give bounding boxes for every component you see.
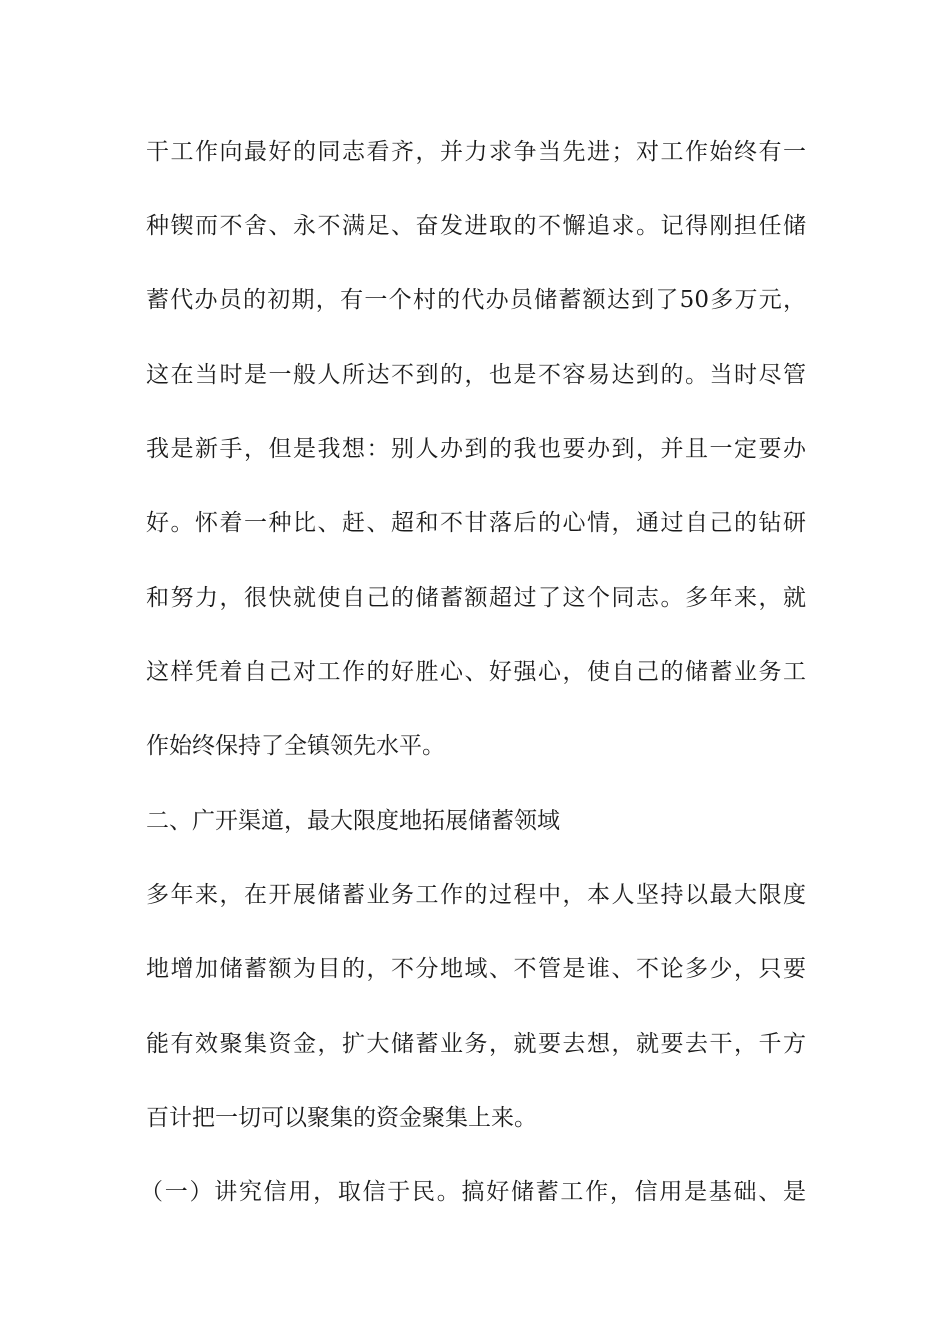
text-line: 和努力，很快就使自己的储蓄额超过了这个同志。多年来，就 xyxy=(146,585,806,611)
text-line: 种锲而不舍、永不满足、奋发进取的不懈追求。记得刚担任储 xyxy=(146,213,806,239)
text-line: 地增加储蓄额为目的，不分地域、不管是谁、不论多少，只要 xyxy=(146,956,806,982)
text-line: 百计把一切可以聚集的资金聚集上来。 xyxy=(146,1105,537,1131)
subsection-line: （一）讲究信用，取信于民。搞好储蓄工作，信用是基础、是 xyxy=(140,1179,806,1205)
text-line: 作始终保持了全镇领先水平。 xyxy=(146,733,445,759)
text-line: 这样凭着自己对工作的好胜心、好强心，使自己的储蓄业务工 xyxy=(146,659,806,685)
text-line: 干工作向最好的同志看齐，并力求争当先进；对工作始终有一 xyxy=(146,139,806,165)
text-line: 多年来，在开展储蓄业务工作的过程中，本人坚持以最大限度 xyxy=(146,882,806,908)
section-heading: 二、广开渠道，最大限度地拓展储蓄领域 xyxy=(146,808,560,834)
text-line: 我是新手，但是我想：别人办到的我也要办到，并且一定要办 xyxy=(146,436,806,462)
text-line: 好。怀着一种比、赶、超和不甘落后的心情，通过自己的钻研 xyxy=(146,510,806,536)
text-line: 这在当时是一般人所达不到的，也是不容易达到的。当时尽管 xyxy=(146,362,806,388)
text-line: 能有效聚集资金，扩大储蓄业务，就要去想，就要去干，千方 xyxy=(146,1031,806,1057)
text-line: 蓄代办员的初期，有一个村的代办员储蓄额达到了50多万元， xyxy=(146,287,806,313)
